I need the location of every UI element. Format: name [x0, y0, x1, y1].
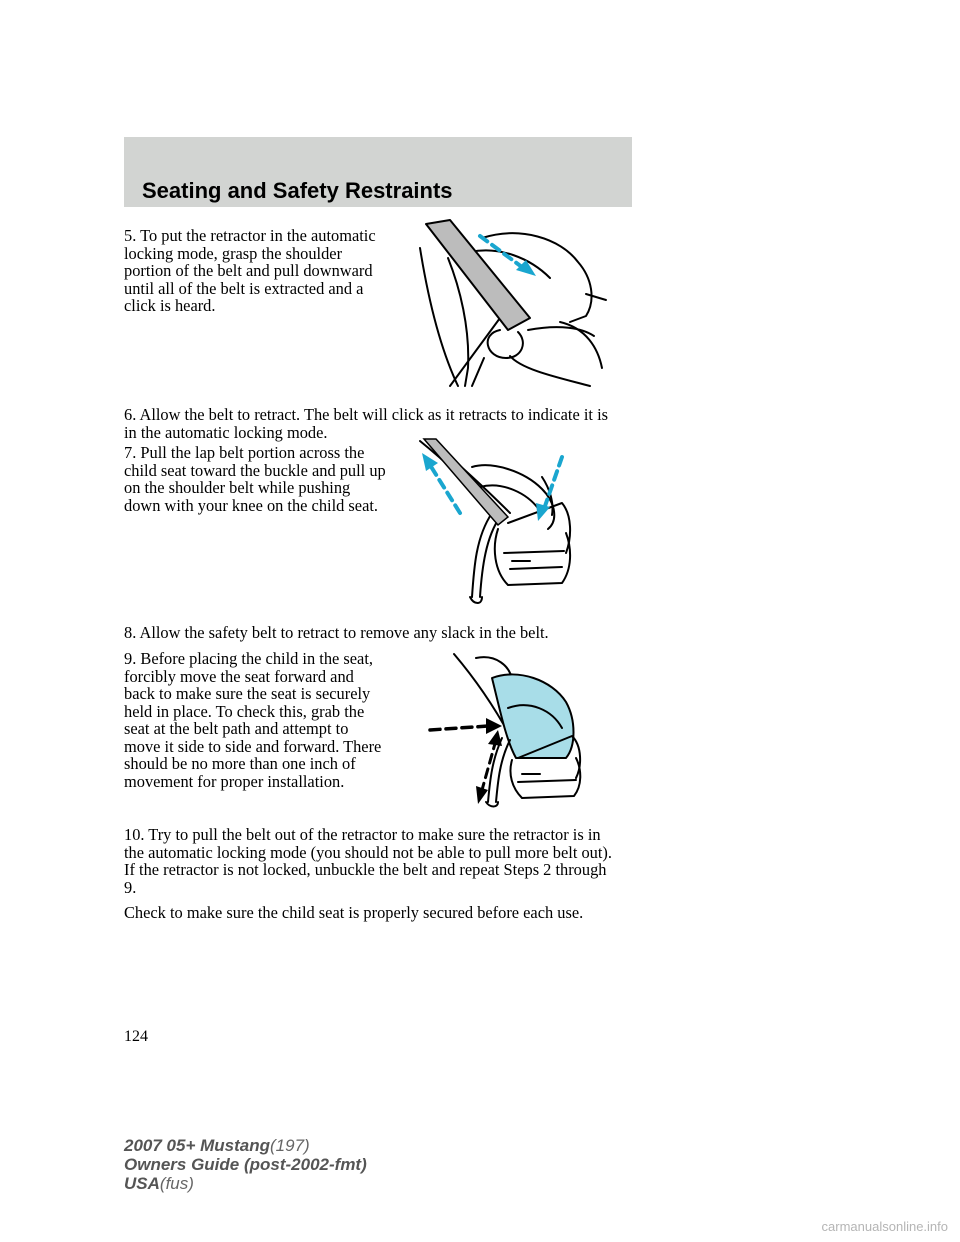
watermark: carmanualsonline.info: [821, 1219, 948, 1234]
step-5-text: 5. To put the retractor in the automatic locking mode, grasp the shoulder portion of the belt and pull downward until all of the belt is extracted and a click is heard.: [124, 226, 376, 315]
closing-text: Check to make sure the child seat is properly secured before each use.: [124, 903, 584, 922]
illustration-child-seat-belt-tighten: [412, 437, 578, 609]
illustration-shoulder-belt-pull: [410, 218, 610, 390]
footer-line-1: 2007 05+ Mustang(197): [124, 1136, 310, 1155]
footer-line-3: USA(fus): [124, 1174, 194, 1193]
section-title: Seating and Safety Restraints: [142, 178, 453, 203]
document-footer: [124, 1136, 367, 1193]
step-9-text: 9. Before placing the child in the seat, forcibly move the seat forward and back to make sure the seat is securely held in place. To check this, grab the seat at the belt path and attempt to move it side to side and forward. There should be no more than one inch of movement for proper installation.: [124, 649, 382, 791]
page-number: 124: [124, 1028, 148, 1045]
step-10-text: 10. Try to pull the belt out of the retractor to make sure the retractor is in the automatic locking mode (you should not be able to pull more belt out). If the retractor is not locked, unbuckle the belt and repeat Steps 2 through 9.: [124, 825, 612, 897]
illustration-seat-movement-check: [426, 650, 586, 808]
step-6-text: 6. Allow the belt to retract. The belt will click as it retracts to indicate it is in the automatic locking mode.: [124, 405, 608, 442]
step-8-text: 8. Allow the safety belt to retract to remove any slack in the belt.: [124, 623, 549, 642]
footer-line-2: Owners Guide (post-2002-fmt): [124, 1155, 367, 1174]
step-7-text: 7. Pull the lap belt portion across the child seat toward the buckle and pull up on the shoulder belt while pushing down with your knee on the child seat.: [124, 443, 386, 515]
